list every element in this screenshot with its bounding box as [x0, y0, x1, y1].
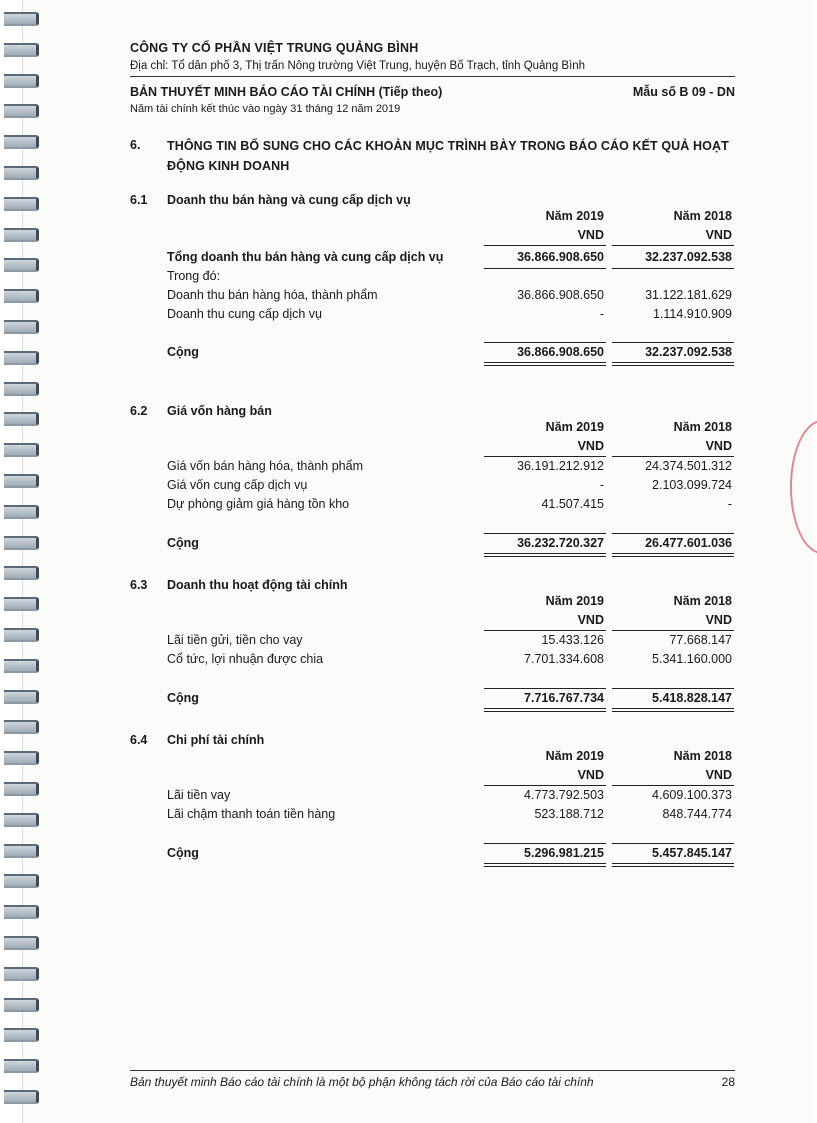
total-overline — [484, 533, 606, 534]
binding-ring — [4, 228, 39, 242]
binding-ring — [4, 74, 39, 88]
value-2019: - — [599, 307, 604, 321]
subsection-number: 6.1 — [130, 193, 148, 207]
binding-ring — [4, 382, 39, 396]
total-double-underline — [612, 553, 734, 557]
total-2019: 5.296.981.215 — [524, 846, 604, 860]
header-underline — [484, 630, 606, 631]
subsection-title: Doanh thu bán hàng và cung cấp dịch vụ — [167, 193, 411, 207]
binding-ring — [4, 135, 39, 149]
total-2018: 32.237.092.538 — [645, 345, 732, 359]
subsection-title: Giá vốn hàng bán — [167, 404, 272, 418]
binding-ring — [4, 844, 39, 858]
value-2018: 77.668.147 — [669, 633, 732, 647]
total-label: Cộng — [167, 846, 199, 860]
section-title: THÔNG TIN BỔ SUNG CHO CÁC KHOẢN MỤC TRÌNH BÀY TRONG BÁO CÁO KẾT QUẢ HOẠT ĐỘNG KINH DOANH — [167, 139, 729, 173]
total-label: Cộng — [167, 345, 199, 359]
value-2018: 2.103.099.724 — [652, 478, 732, 492]
total-2019: 36.232.720.327 — [517, 536, 604, 550]
binding-ring — [4, 412, 39, 426]
row-label: Cổ tức, lợi nhuận được chia — [167, 652, 324, 666]
total-2018: 5.418.828.147 — [652, 691, 732, 705]
binding-ring — [4, 1028, 39, 1042]
total-overline — [612, 688, 734, 689]
column-header-2019: Năm 2019 — [545, 749, 604, 763]
header-underline — [612, 456, 734, 457]
value-2019: 41.507.415 — [541, 497, 604, 511]
total-double-underline — [484, 708, 606, 712]
value-2018: - — [727, 497, 732, 511]
value-2018: 31.122.181.629 — [645, 288, 732, 302]
subsection-title: Doanh thu hoạt động tài chính — [167, 578, 348, 592]
currency-2019: VND — [577, 768, 604, 782]
binding-ring — [4, 874, 39, 888]
binding-ring — [4, 258, 39, 272]
total-overline — [612, 533, 734, 534]
total-double-underline — [612, 863, 734, 867]
row-label: Lãi chậm thanh toán tiền hàng — [167, 807, 336, 821]
currency-2018: VND — [705, 228, 732, 242]
binding-ring — [4, 998, 39, 1012]
header-divider — [130, 76, 735, 77]
currency-2019: VND — [577, 228, 604, 242]
total-overline — [612, 843, 734, 844]
value-2018: 24.374.501.312 — [645, 459, 732, 473]
value-2019: 523.188.712 — [534, 807, 604, 821]
total-2018: 5.457.845.147 — [652, 846, 732, 860]
total-overline — [484, 342, 606, 343]
row-label: Doanh thu cung cấp dịch vụ — [167, 307, 322, 321]
spiral-binding — [0, 0, 40, 1123]
value-2018: 848.744.774 — [662, 807, 732, 821]
total-double-underline — [612, 362, 734, 366]
currency-2018: VND — [705, 439, 732, 453]
binding-ring — [4, 690, 39, 704]
subsection-number: 6.2 — [130, 404, 148, 418]
binding-ring — [4, 104, 39, 118]
currency-2019: VND — [577, 613, 604, 627]
row-label: Tổng doanh thu bán hàng và cung cấp dịch vụ — [167, 250, 444, 264]
binding-ring — [4, 505, 39, 519]
total-overline — [484, 688, 606, 689]
value-2019: 15.433.126 — [541, 633, 604, 647]
binding-ring — [4, 813, 39, 827]
page-number: 28 — [721, 1075, 735, 1089]
total-label: Cộng — [167, 536, 199, 550]
header-underline — [612, 785, 734, 786]
value-2019: 36.191.212.912 — [517, 459, 604, 473]
header-underline — [612, 630, 734, 631]
row-label: Giá vốn bán hàng hóa, thành phẩm — [167, 459, 363, 473]
binding-ring — [4, 197, 39, 211]
fiscal-period: Năm tài chính kết thúc vào ngày 31 tháng 12 năm 2019 — [130, 103, 401, 115]
value-2019: 36.866.908.650 — [517, 250, 604, 264]
company-name: CÔNG TY CỔ PHẦN VIỆT TRUNG QUẢNG BÌNH — [130, 41, 419, 55]
value-2018: 4.609.100.373 — [652, 788, 732, 802]
subsection-number: 6.3 — [130, 578, 148, 592]
header-underline — [484, 785, 606, 786]
row-label: Lãi tiền vay — [167, 788, 231, 802]
binding-ring — [4, 597, 39, 611]
binding-ring — [4, 967, 39, 981]
binding-ring — [4, 474, 39, 488]
total-overline — [612, 342, 734, 343]
binding-ring — [4, 751, 39, 765]
column-header-2019: Năm 2019 — [545, 209, 604, 223]
footer-divider — [130, 1070, 735, 1071]
total-2018: 26.477.601.036 — [645, 536, 732, 550]
company-address: Địa chỉ: Tổ dân phố 3, Thị trấn Nông trường Việt Trung, huyện Bố Trạch, tỉnh Quảng Bình — [130, 60, 586, 72]
binding-ring — [4, 536, 39, 550]
binding-ring — [4, 628, 39, 642]
currency-2019: VND — [577, 439, 604, 453]
binding-ring — [4, 659, 39, 673]
header-underline — [484, 456, 606, 457]
form-number: Mẫu số B 09 - DN — [632, 85, 735, 99]
binding-ring — [4, 166, 39, 180]
currency-2018: VND — [705, 768, 732, 782]
column-header-2018: Năm 2018 — [673, 749, 732, 763]
report-title: BẢN THUYẾT MINH BÁO CÁO TÀI CHÍNH (Tiếp theo) — [130, 85, 443, 99]
total-double-underline — [612, 708, 734, 712]
column-header-2018: Năm 2018 — [673, 594, 732, 608]
binding-ring — [4, 443, 39, 457]
row-label: Dự phòng giảm giá hàng tồn kho — [167, 497, 350, 511]
binding-ring — [4, 1059, 39, 1073]
subsection-title: Chi phí tài chính — [167, 733, 265, 747]
column-header-2018: Năm 2018 — [673, 420, 732, 434]
subtotal-underline — [484, 268, 606, 269]
binding-ring — [4, 720, 39, 734]
binding-ring — [4, 43, 39, 57]
value-2019: 7.701.334.608 — [524, 652, 604, 666]
total-label: Cộng — [167, 691, 199, 705]
value-2019: 36.866.908.650 — [517, 288, 604, 302]
value-2018: 32.237.092.538 — [645, 250, 732, 264]
total-2019: 7.716.767.734 — [524, 691, 604, 705]
binding-ring — [4, 1090, 39, 1104]
row-label: Doanh thu bán hàng hóa, thành phẩm — [167, 288, 378, 302]
binding-ring — [4, 905, 39, 919]
row-label: Giá vốn cung cấp dịch vụ — [167, 478, 308, 492]
column-header-2019: Năm 2019 — [545, 594, 604, 608]
total-double-underline — [484, 362, 606, 366]
value-2018: 1.114.910.909 — [652, 307, 732, 321]
binding-ring — [4, 12, 39, 26]
binding-ring — [4, 289, 39, 303]
column-header-2019: Năm 2019 — [545, 420, 604, 434]
total-double-underline — [484, 863, 606, 867]
total-overline — [484, 843, 606, 844]
total-2019: 36.866.908.650 — [517, 345, 604, 359]
total-double-underline — [484, 553, 606, 557]
subtotal-underline — [612, 268, 734, 269]
value-2019: 4.773.792.503 — [524, 788, 604, 802]
binding-ring — [4, 782, 39, 796]
binding-ring — [4, 320, 39, 334]
header-underline — [484, 245, 606, 246]
binding-ring — [4, 351, 39, 365]
header-underline — [612, 245, 734, 246]
value-2019: - — [599, 478, 604, 492]
footer-note: Bản thuyết minh Báo cáo tài chính là một bộ phận không tách rời của Báo cáo tài chính — [130, 1075, 594, 1089]
row-label: Trong đó: — [167, 269, 221, 283]
subsection-number: 6.4 — [130, 733, 148, 747]
section-number: 6. — [130, 138, 141, 152]
row-label: Lãi tiền gửi, tiền cho vay — [167, 633, 303, 647]
value-2018: 5.341.160.000 — [652, 652, 732, 666]
binding-ring — [4, 936, 39, 950]
currency-2018: VND — [705, 613, 732, 627]
binding-ring — [4, 566, 39, 580]
column-header-2018: Năm 2018 — [673, 209, 732, 223]
